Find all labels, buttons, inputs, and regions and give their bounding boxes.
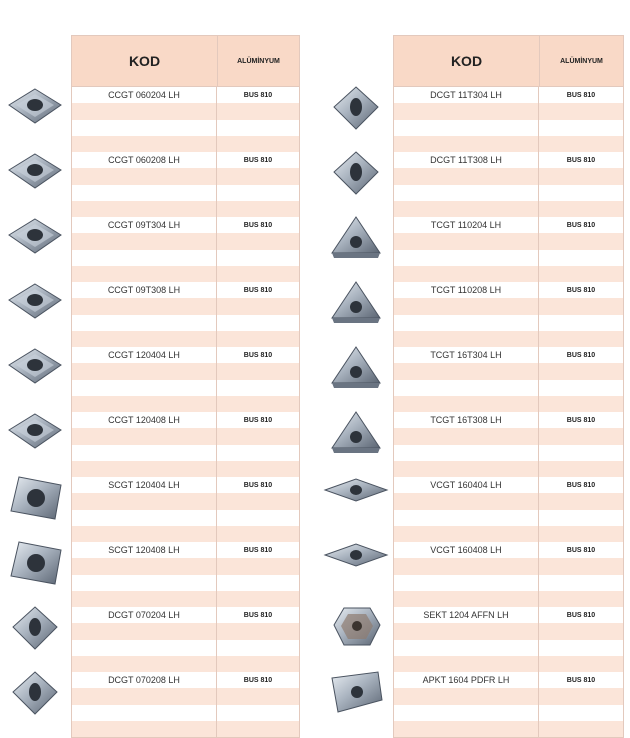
apkt-insert-icon xyxy=(322,670,390,735)
rhombic-80-insert-icon xyxy=(4,345,66,410)
grade-value: BUS 810 xyxy=(243,91,273,99)
triangular-insert-icon xyxy=(322,280,390,345)
insert-code: APKT 1604 PDFR LH xyxy=(422,675,510,686)
insert-code: DCGT 11T304 LH xyxy=(430,90,502,101)
rhombic-55-insert-icon xyxy=(4,670,66,735)
table-row xyxy=(72,87,299,152)
rhombic-80-insert-icon xyxy=(4,85,66,150)
table-row xyxy=(72,412,299,477)
insert-code: CCGT 060208 LH xyxy=(108,155,180,166)
left-table xyxy=(71,35,300,738)
triangular-insert-icon xyxy=(322,345,390,410)
rhombic-80-insert-icon xyxy=(4,280,66,345)
grade-value: BUS 810 xyxy=(566,221,596,229)
table-row xyxy=(394,607,623,672)
rhombic-35-insert-icon xyxy=(322,475,390,540)
table-row xyxy=(394,152,623,217)
grade-value: BUS 810 xyxy=(243,546,273,554)
insert-code: TCGT 16T304 LH xyxy=(430,350,502,361)
rhombic-55-insert-icon xyxy=(4,605,66,670)
grade-value: BUS 810 xyxy=(243,611,273,619)
milling-insert-icon xyxy=(322,605,390,670)
table-row xyxy=(72,282,299,347)
insert-code: CCGT 09T304 LH xyxy=(107,220,181,231)
table-row xyxy=(394,542,623,607)
grade-value: BUS 810 xyxy=(243,221,273,229)
insert-code: CCGT 120404 LH xyxy=(108,350,180,361)
table-row xyxy=(72,672,299,737)
insert-code: SCGT 120404 LH xyxy=(108,480,180,491)
grade-value: BUS 810 xyxy=(566,351,596,359)
rhombic-80-insert-icon xyxy=(4,410,66,475)
table-row xyxy=(72,347,299,412)
table-row xyxy=(394,477,623,542)
insert-code: VCGT 160408 LH xyxy=(430,545,502,556)
grade-value: BUS 810 xyxy=(243,676,273,684)
square-insert-icon xyxy=(4,475,66,540)
code-header: KOD xyxy=(72,36,218,86)
insert-code: SEKT 1204 AFFN LH xyxy=(423,610,509,621)
rhombic-55-insert-icon xyxy=(322,85,390,150)
table-row xyxy=(72,542,299,607)
right-insert-images xyxy=(322,85,390,735)
code-header: KOD xyxy=(394,36,540,86)
grade-value: BUS 810 xyxy=(566,91,596,99)
grade-value: BUS 810 xyxy=(243,416,273,424)
table-row xyxy=(394,347,623,412)
grade-value: BUS 810 xyxy=(243,351,273,359)
grade-value: BUS 810 xyxy=(566,611,596,619)
grade-value: BUS 810 xyxy=(243,481,273,489)
grade-value: BUS 810 xyxy=(566,676,596,684)
rhombic-35-insert-icon xyxy=(322,540,390,605)
square-insert-icon xyxy=(4,540,66,605)
insert-code: CCGT 060204 LH xyxy=(108,90,180,101)
grade-header: ALÜMİNYUM xyxy=(237,57,280,65)
table-row xyxy=(394,412,623,477)
triangular-insert-icon xyxy=(322,410,390,475)
insert-code: CCGT 09T308 LH xyxy=(107,285,181,296)
table-row xyxy=(394,217,623,282)
grade-value: BUS 810 xyxy=(566,416,596,424)
right-table-header xyxy=(394,36,623,87)
grade-value: BUS 810 xyxy=(566,156,596,164)
insert-code: DCGT 070208 LH xyxy=(108,675,180,686)
grade-value: BUS 810 xyxy=(243,156,273,164)
rhombic-80-insert-icon xyxy=(4,215,66,280)
table-row xyxy=(394,282,623,347)
grade-header: ALÜMİNYUM xyxy=(560,57,603,65)
insert-code: VCGT 160404 LH xyxy=(430,480,502,491)
table-row xyxy=(72,217,299,282)
insert-code: TCGT 110208 LH xyxy=(430,285,502,296)
insert-code: SCGT 120408 LH xyxy=(108,545,180,556)
grade-value: BUS 810 xyxy=(566,546,596,554)
left-rows xyxy=(72,87,299,737)
left-insert-images xyxy=(4,85,66,735)
left-table-header xyxy=(72,36,299,87)
rhombic-80-insert-icon xyxy=(4,150,66,215)
right-rows xyxy=(394,87,623,737)
right-table xyxy=(393,35,624,738)
triangular-insert-icon xyxy=(322,215,390,280)
table-row xyxy=(394,672,623,737)
table-row xyxy=(72,477,299,542)
insert-code: DCGT 070204 LH xyxy=(108,610,180,621)
grade-value: BUS 810 xyxy=(566,481,596,489)
insert-code: TCGT 110204 LH xyxy=(430,220,502,231)
insert-code: CCGT 120408 LH xyxy=(108,415,180,426)
table-row xyxy=(72,607,299,672)
table-row xyxy=(394,87,623,152)
table-row xyxy=(72,152,299,217)
grade-value: BUS 810 xyxy=(566,286,596,294)
insert-code: TCGT 16T308 LH xyxy=(430,415,502,426)
rhombic-55-insert-icon xyxy=(322,150,390,215)
grade-value: BUS 810 xyxy=(243,286,273,294)
insert-code: DCGT 11T308 LH xyxy=(430,155,502,166)
